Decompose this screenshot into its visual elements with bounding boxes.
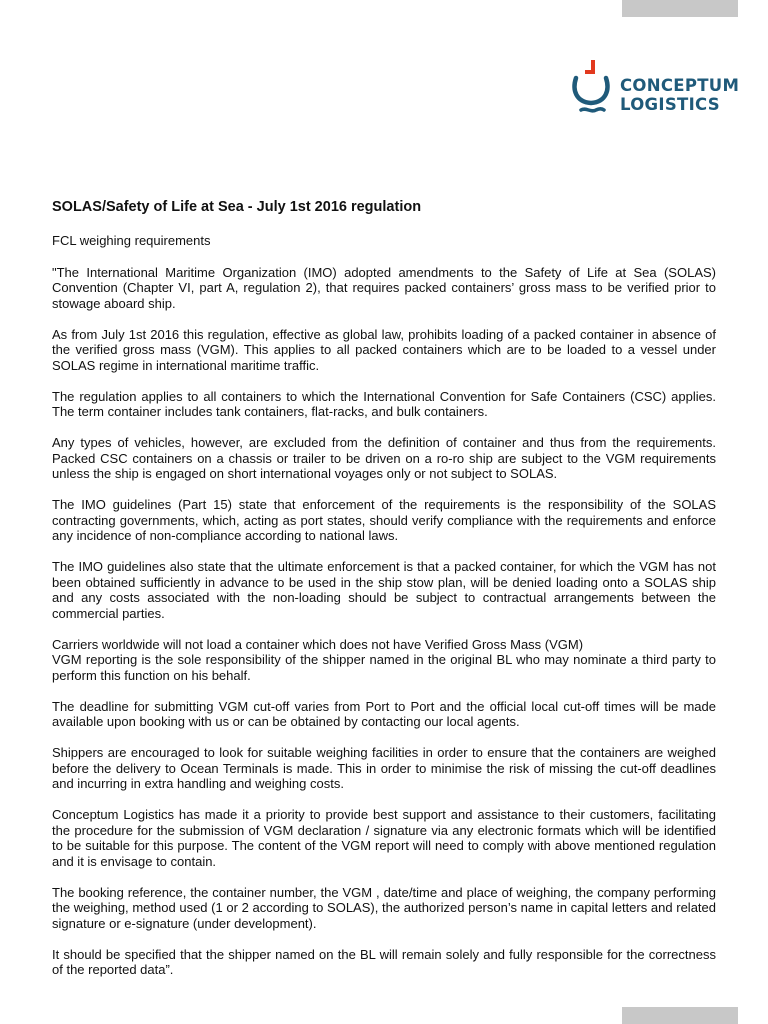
document-paragraph: The deadline for submitting VGM cut-off varies from Port to Port and the official local cut-off times will be made available upon booking with us or can be obtained by contacting our local agents. xyxy=(52,698,716,729)
document-paragraph: Shippers are encouraged to look for suitable weighing facilities in order to ensure that the containers are weighed before the delivery to Ocean Terminals is made. This in order to minimise the risk of missing the cut-off deadlines and incurring in extra handling and weighing costs. xyxy=(52,745,716,791)
document-paragraph: Carriers worldwide will not load a container which does not have Verified Gross Mass (VGM) VGM reporting is the sole responsibility of the shipper named in the original BL who may nominate a third party to perform this function on his behalf. xyxy=(52,636,716,683)
document-paragraph: It should be specified that the shipper named on the BL will remain solely and fully responsible for the correctness of the reported data”. xyxy=(52,946,716,977)
footer-tab xyxy=(622,1007,738,1024)
document-paragraph: The booking reference, the container number, the VGM , date/time and place of weighing, the company performing the weighing, method used (1 or 2 according to SOLAS), the authorized person’s name in capital letters and related signature or e-signature (under development). xyxy=(52,884,716,931)
logo-line-2: LOGISTICS xyxy=(620,95,720,114)
document-body xyxy=(52,198,716,993)
document-subtitle: FCL weighing requirements xyxy=(52,233,211,248)
document-paragraph: The regulation applies to all containers to which the International Convention for Safe Containers (CSC) applies. The term container includes tank containers, flat-racks, and bulk containers. xyxy=(52,388,716,419)
document-paragraph: The IMO guidelines (Part 15) state that enforcement of the requirements is the responsibility of the SOLAS contracting governments, which, acting as port states, should verify compliance with the requirements and enforce any incidence of non-compliance according to national laws. xyxy=(52,497,716,543)
document-paragraph: The IMO guidelines also state that the ultimate enforcement is that a packed container, for which the VGM has not been obtained sufficiently in advance to be used in the ship stow plan, will be denied loading onto a SOLAS ship and any costs associated with the non-loading should be subject to contractual arrangements between the commercial parties. xyxy=(52,559,716,621)
paragraph-list xyxy=(52,265,716,978)
document-paragraph: Any types of vehicles, however, are excluded from the definition of container and thus from the requirements. Packed CSC containers on a chassis or trailer to be driven on a ro-ro ship are subject to the VGM requirements unless the ship is engaged on short international voyages only or not subject to SOLAS. xyxy=(52,435,716,481)
document-paragraph: "The International Maritime Organization (IMO) adopted amendments to the Safety of Life at Sea (SOLAS) Convention (Chapter VI, part A, regulation 2), that requires packed containers’ gross mass to be verified prior to stowage aboard ship. xyxy=(52,264,716,311)
logo-anchor-icon xyxy=(570,60,612,120)
logo-wordmark xyxy=(620,76,739,114)
document-title: SOLAS/Safety of Life at Sea - July 1st 2016 regulation xyxy=(52,199,422,215)
company-logo xyxy=(570,60,745,120)
logo-line-1: CONCEPTUM xyxy=(620,76,740,95)
document-paragraph: Conceptum Logistics has made it a priority to provide best support and assistance to their customers, facilitating the procedure for the submission of VGM declaration / signature via any electronic formats which will be identified to be suitable for this purpose. The content of the VGM report will need to comply with above mentioned regulation and it is envisage to contain. xyxy=(52,807,716,869)
header-tab xyxy=(622,0,738,17)
document-paragraph: As from July 1st 2016 this regulation, effective as global law, prohibits loading of a packed container in absence of the verified gross mass (VGM). This applies to all packed containers which are to be loaded to a vessel under SOLAS regime in international maritime traffic. xyxy=(52,326,716,373)
